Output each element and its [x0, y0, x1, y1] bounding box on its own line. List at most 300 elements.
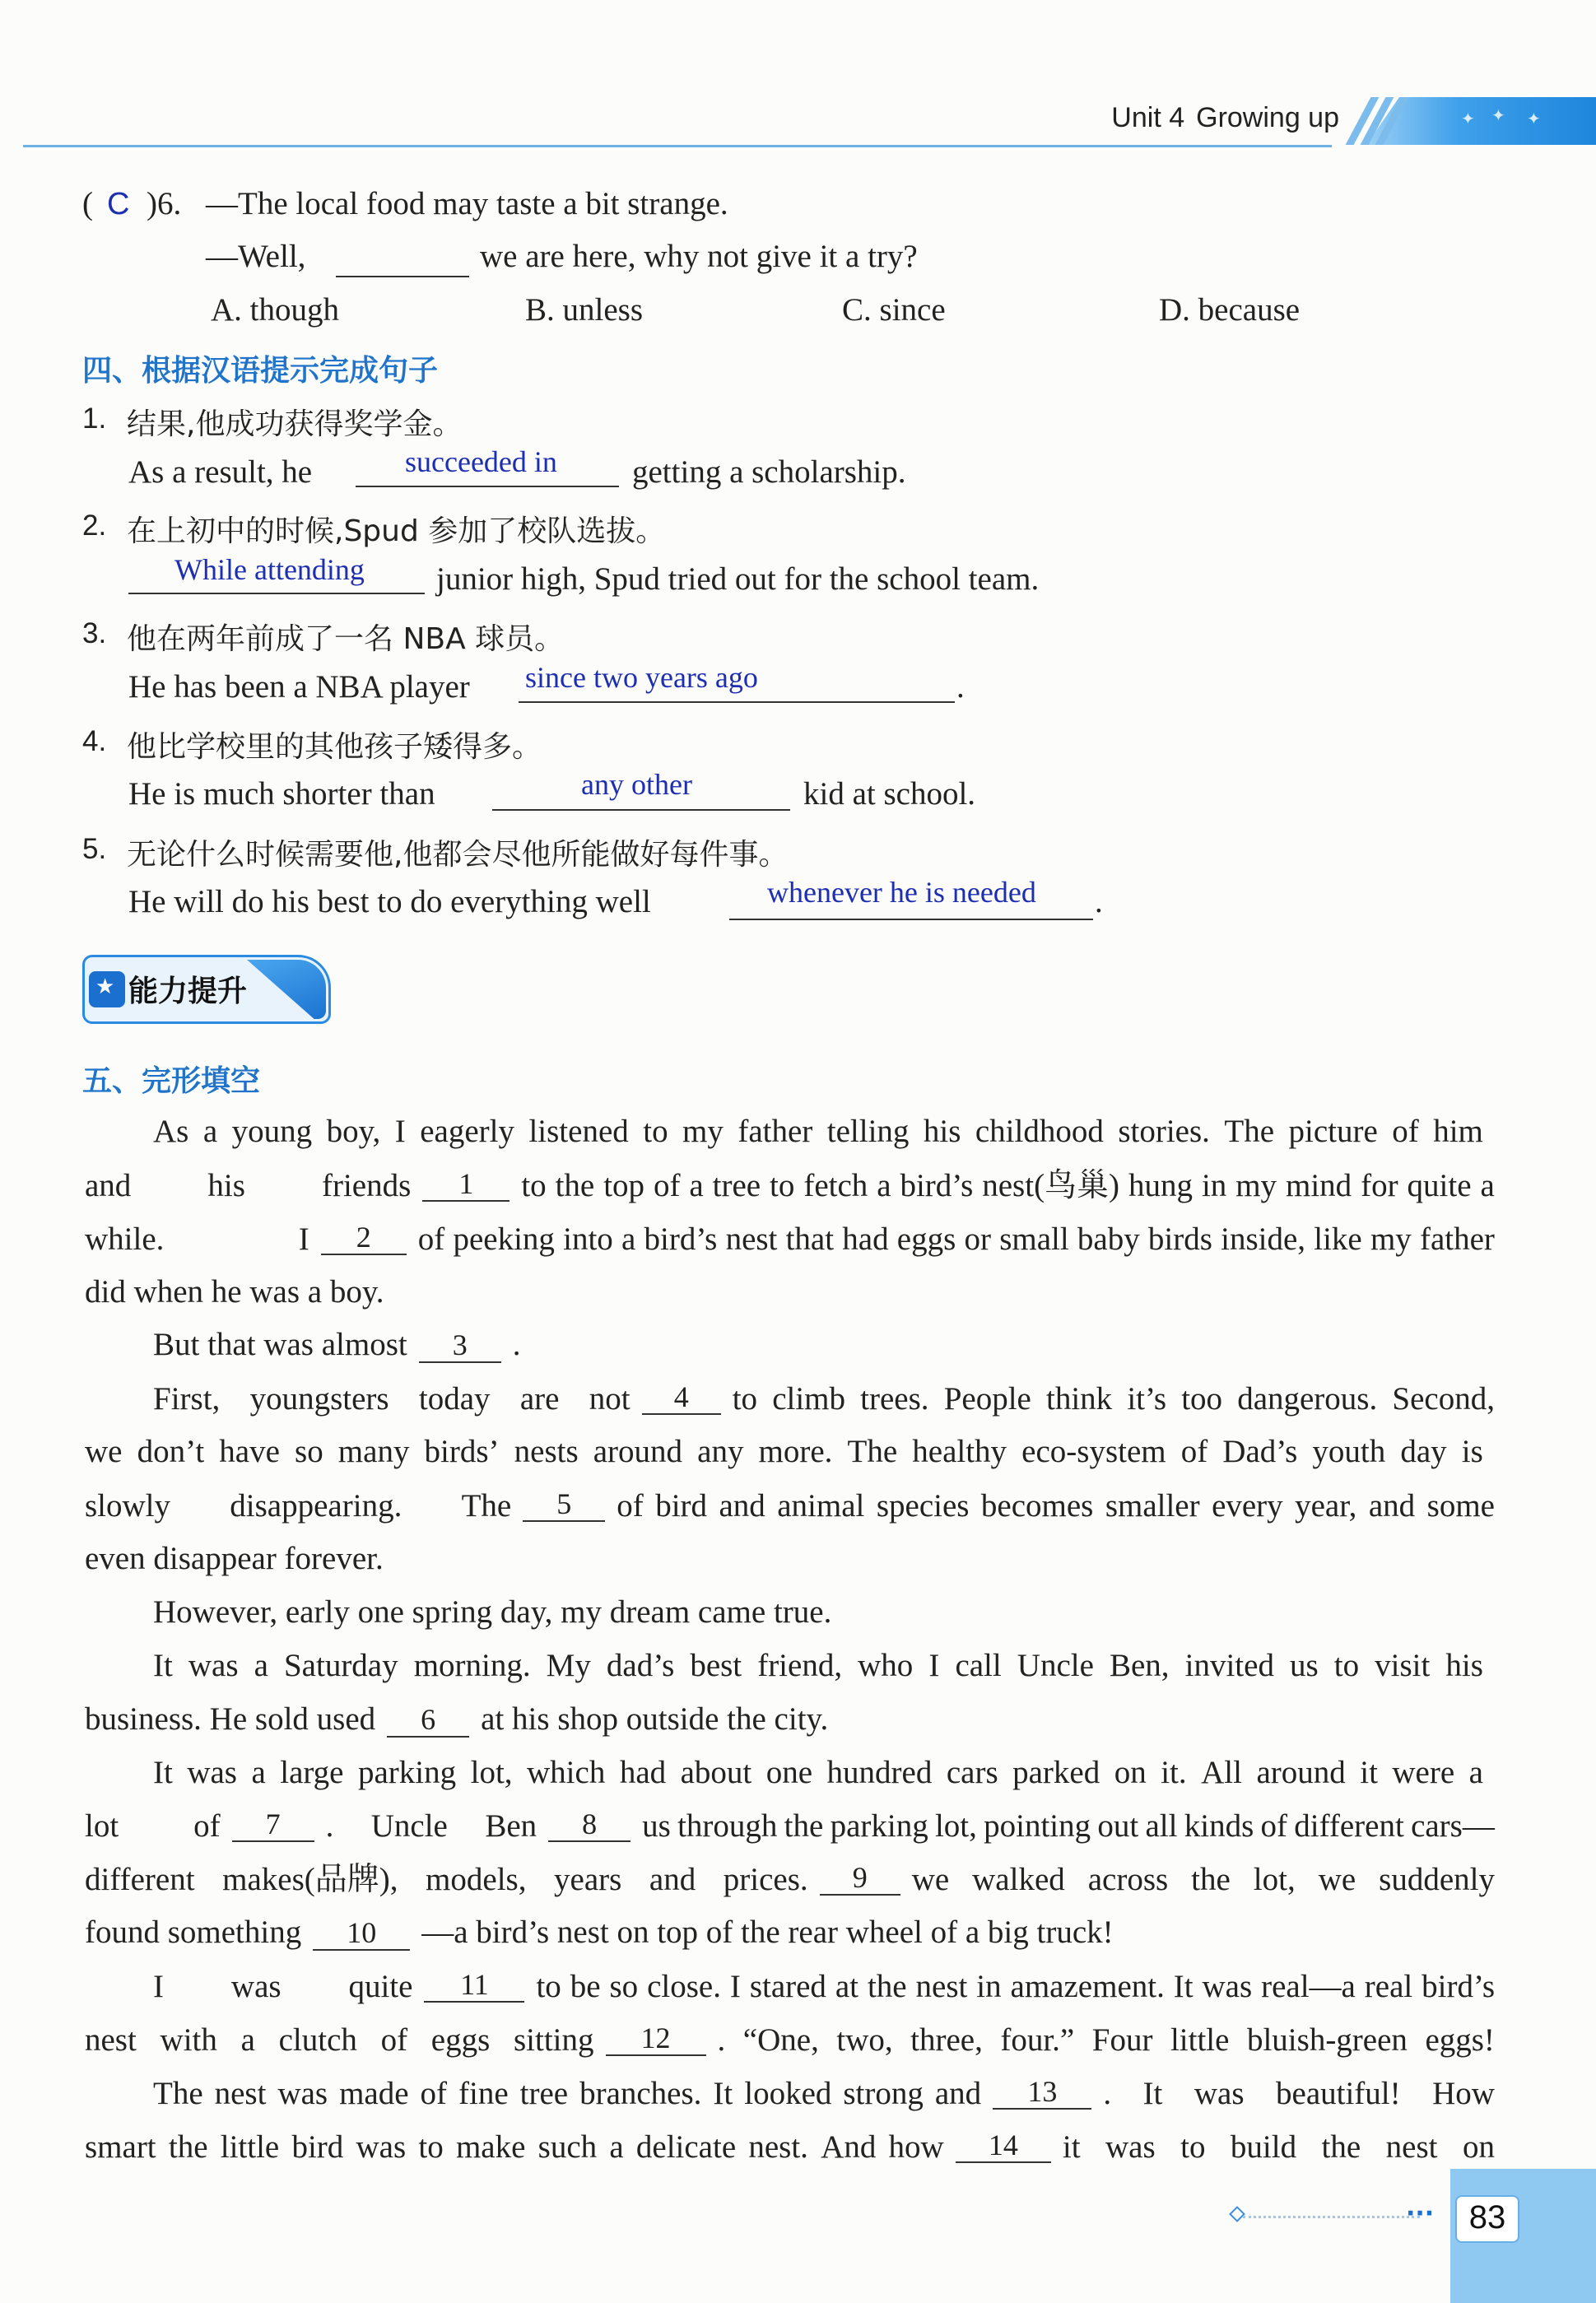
cloze-word: birds: [1147, 1221, 1212, 1257]
cloze-word: him: [1433, 1114, 1483, 1149]
cloze-word: which: [527, 1755, 606, 1790]
ability-banner: [82, 955, 331, 1024]
cloze-word: baby: [1077, 1221, 1140, 1257]
cloze-word: childhood: [975, 1114, 1104, 1149]
cloze-word: a: [240, 2022, 255, 2058]
cloze-line: [153, 1649, 1495, 1682]
cloze-word: us: [642, 1808, 671, 1844]
cloze-text: business. He sold used: [85, 1701, 376, 1737]
cloze-word: looked: [744, 2075, 832, 2111]
cloze-word: the: [784, 1808, 824, 1844]
cloze-word: beautiful!: [1276, 2075, 1401, 2111]
item-prefix: As a result, he: [128, 454, 313, 490]
cloze-text: found something: [85, 1915, 302, 1950]
cloze-word: sitting: [514, 2022, 594, 2058]
item-suffix: kid at school.: [803, 776, 976, 812]
cloze-word: while.: [85, 1221, 165, 1257]
cloze-word: nest(鸟巢): [982, 1167, 1120, 1203]
cloze-word: his: [207, 1167, 245, 1203]
cloze-word: kinds: [1184, 1808, 1254, 1844]
cloze-word: more.: [758, 1434, 833, 1469]
cloze-word: it: [1062, 2129, 1081, 2165]
cloze-text: [732, 1380, 1495, 1417]
cloze-word: to: [1180, 2129, 1206, 2165]
cloze-word: to: [1333, 1648, 1360, 1683]
cloze-word: I: [153, 1968, 164, 2004]
cloze-word: my: [682, 1114, 724, 1149]
cloze-word: quite: [1407, 1167, 1472, 1203]
cloze-word: The: [1224, 1114, 1275, 1149]
cloze-text: [418, 1223, 1495, 1255]
cloze-word: Uncle: [1017, 1648, 1094, 1683]
cloze-word: it’s: [1127, 1380, 1167, 1417]
cloze-text: [85, 1167, 412, 1203]
cloze-line: [153, 1970, 1495, 2003]
cloze-word: call: [955, 1648, 1002, 1683]
item-chinese: 他在两年前成了一名 NBA 球员。: [127, 622, 565, 656]
cloze-word: People: [943, 1380, 1031, 1417]
cloze-word: prices.: [723, 1861, 808, 1897]
cloze-word: us: [1290, 1648, 1319, 1683]
cloze-blank-number: 9: [820, 1863, 900, 1896]
cloze-line: [85, 1916, 1114, 1951]
cloze-text: [153, 1970, 412, 2003]
cloze-text: [718, 2024, 1495, 2056]
cloze-word: the: [168, 2129, 208, 2165]
cloze-word: eggs: [896, 1221, 956, 1257]
cloze-word: walked: [972, 1861, 1065, 1897]
ellipsis-icon: ···: [1406, 2199, 1435, 2228]
cloze-word: delicate: [635, 2129, 737, 2165]
star-icon: ✦: [1527, 110, 1541, 128]
cloze-blank-number: 2: [321, 1222, 407, 1255]
cloze-word: a: [1468, 1755, 1483, 1790]
cloze-blank-number: 10: [313, 1918, 410, 1951]
cloze-word: peeking: [453, 1221, 555, 1257]
item-suffix: .: [956, 669, 965, 705]
cloze-word: clutch: [278, 2022, 357, 2058]
cloze-word: The: [847, 1434, 898, 1469]
cloze-word: healthy: [912, 1434, 1007, 1469]
item-number: 2.: [82, 509, 107, 542]
cloze-word: different: [85, 1861, 195, 1897]
cloze-text: [536, 1970, 1495, 2003]
cloze-word: youngsters: [249, 1380, 389, 1417]
cloze-word: a: [1480, 1167, 1495, 1203]
cloze-word: and: [719, 1487, 765, 1524]
cloze-text: [326, 1810, 537, 1842]
star-icon: ✦: [1491, 107, 1505, 125]
cloze-line: [153, 1382, 1495, 1415]
cloze-word: and: [1368, 1487, 1416, 1524]
q6-option-c: C. since: [842, 292, 946, 328]
cloze-line: [85, 1542, 384, 1575]
cloze-word: the: [867, 1968, 907, 2004]
cloze-blank-number: 1: [422, 1169, 510, 1202]
cloze-word: any: [697, 1434, 744, 1469]
cloze-word: dad’s: [606, 1648, 675, 1683]
item-suffix: getting a scholarship.: [632, 454, 906, 490]
cloze-word: nest: [725, 1221, 778, 1257]
cloze-word: becomes: [980, 1487, 1094, 1524]
cloze-word: a: [251, 1755, 266, 1790]
cloze-text: [85, 2024, 594, 2056]
cloze-word: around: [593, 1434, 683, 1469]
cloze-word: nest: [85, 2022, 137, 2058]
cloze-blank-number: 12: [606, 2023, 706, 2056]
cloze-word: nest: [1385, 2129, 1438, 2165]
item-blank: [128, 593, 425, 594]
cloze-line: [153, 1756, 1495, 1789]
cloze-blank-number: 14: [956, 2130, 1051, 2163]
q6-option-a: A. though: [211, 292, 339, 328]
cloze-word: we: [911, 1861, 950, 1897]
cloze-word: makes(品牌),: [222, 1861, 398, 1897]
cloze-word: had: [842, 1221, 889, 1257]
cloze-word: It: [713, 2075, 733, 2111]
cloze-word: was: [1194, 2075, 1245, 2111]
item-chinese: 无论什么时候需要他,他都会尽他所能做好每件事。: [127, 838, 789, 872]
cloze-word: inside,: [1221, 1221, 1306, 1257]
cloze-word: make: [455, 2129, 526, 2165]
cloze-word: bird: [655, 1487, 708, 1524]
cloze-word: was: [230, 1968, 282, 2004]
cloze-word: to: [418, 2129, 444, 2165]
cloze-text: [85, 1863, 808, 1896]
cloze-word: father: [738, 1114, 813, 1149]
cloze-word: of: [653, 1167, 681, 1203]
page-number: 83: [1468, 2199, 1506, 2236]
cloze-word: of: [193, 1808, 221, 1844]
cloze-word: smart: [85, 2129, 156, 2165]
cloze-word: my: [1235, 1167, 1277, 1203]
cloze-word: stories.: [1118, 1114, 1210, 1149]
cloze-word: trees.: [860, 1380, 929, 1417]
q6-line2-prefix: —Well,: [206, 239, 306, 274]
cloze-word: real—a: [1261, 1968, 1356, 2004]
q6-answer: C: [107, 187, 130, 221]
cloze-word: all: [1145, 1808, 1178, 1844]
cloze-word: pointing: [984, 1808, 1091, 1844]
cloze-word: climb: [772, 1380, 846, 1417]
cloze-word: Uncle: [370, 1808, 448, 1844]
cloze-word: stared: [749, 1968, 826, 2004]
cloze-word: we: [1318, 1861, 1356, 1897]
cloze-word: was: [356, 2129, 407, 2165]
header-rule: [23, 145, 1332, 147]
cloze-word: was: [1105, 2129, 1156, 2165]
cloze-word: bird’s: [1422, 1968, 1495, 2004]
cloze-word: nest: [214, 2075, 267, 2111]
cloze-word: was: [277, 2075, 328, 2111]
cloze-word: many: [337, 1434, 410, 1469]
cloze-word: parked: [1012, 1755, 1100, 1790]
cloze-word: so: [295, 1434, 323, 1469]
cloze-text: —a bird’s nest on top of the rear wheel of a big truck!: [421, 1915, 1114, 1950]
cloze-word: the: [1191, 1861, 1231, 1897]
cloze-text: [912, 1863, 1495, 1896]
cloze-word: every: [1212, 1487, 1283, 1524]
cloze-word: who: [858, 1648, 914, 1683]
cloze-word: the: [555, 1167, 595, 1203]
cloze-text: [521, 1167, 1495, 1203]
cloze-word: birds’: [424, 1434, 500, 1469]
cloze-word: .: [1103, 2075, 1112, 2111]
cloze-word: friends: [321, 1167, 412, 1203]
cloze-text: [153, 1649, 1483, 1682]
section4-heading: 四、根据汉语提示完成句子: [82, 354, 439, 388]
cloze-text: .: [512, 1327, 521, 1362]
cloze-word: had: [619, 1755, 667, 1790]
item-prefix: He is much shorter than: [128, 776, 435, 812]
cloze-word: tree: [712, 1167, 761, 1203]
cloze-word: “One,: [742, 2022, 819, 2058]
cloze-word: of: [417, 1221, 445, 1257]
cloze-word: .: [717, 2022, 726, 2058]
cloze-word: that: [785, 1221, 835, 1257]
cloze-word: build: [1230, 2129, 1297, 2165]
cloze-word: was: [188, 1648, 239, 1683]
cloze-text: [153, 2077, 981, 2110]
cloze-blank-number: 13: [993, 2077, 1091, 2110]
item-suffix: .: [1095, 884, 1103, 919]
cloze-word: of: [420, 2075, 448, 2111]
item-answer: since two years ago: [525, 661, 758, 694]
cloze-word: of: [617, 1487, 644, 1524]
cloze-word: a: [254, 1648, 268, 1683]
header-title: [1111, 102, 1339, 134]
cloze-word: .: [325, 1808, 334, 1844]
cloze-word: of: [1392, 1114, 1419, 1149]
cloze-text: [85, 1223, 309, 1255]
cloze-word: are: [519, 1380, 560, 1417]
cloze-word: at: [835, 1968, 859, 2004]
item-prefix: He has been a NBA player: [128, 669, 470, 705]
cloze-word: Dad’s: [1222, 1434, 1298, 1469]
diamond-icon: [1229, 2206, 1245, 2222]
cloze-word: parking: [830, 1808, 928, 1844]
q6-line1: —The local food may taste a bit strange.: [206, 186, 728, 221]
cloze-word: how: [888, 2129, 944, 2165]
cloze-word: It: [1142, 2075, 1163, 2111]
section5-heading: 五、完形填空: [82, 1064, 261, 1098]
cloze-word: on: [1114, 1755, 1147, 1790]
cloze-word: one: [765, 1755, 813, 1790]
cloze-word: suddenly: [1379, 1861, 1495, 1897]
q6-blank: [336, 276, 469, 277]
cloze-text: [153, 1380, 630, 1417]
dotted-rule: [1243, 2216, 1420, 2218]
q6-line2-suffix: we are here, why not give it a try?: [480, 239, 918, 274]
cloze-word: quite: [348, 1968, 413, 2004]
cloze-word: All: [1201, 1755, 1242, 1790]
cloze-word: is: [1461, 1434, 1483, 1469]
cloze-word: be: [570, 1968, 601, 2004]
cloze-word: his: [923, 1114, 961, 1149]
cloze-text: [642, 1810, 1495, 1842]
cloze-word: large: [280, 1755, 344, 1790]
cloze-word: today: [418, 1380, 491, 1417]
cloze-line: [85, 1703, 828, 1738]
cloze-word: Second,: [1392, 1380, 1495, 1417]
cloze-text: [85, 1435, 1483, 1468]
cloze-word: the: [1321, 2129, 1361, 2165]
star-icon: ✦: [1461, 110, 1475, 128]
cloze-word: lot: [85, 1808, 119, 1844]
cloze-word: four.”: [1000, 2022, 1075, 2058]
cloze-word: was: [1202, 1968, 1253, 2004]
item-answer: any other: [581, 768, 692, 801]
cloze-word: telling: [826, 1114, 910, 1149]
cloze-word: Saturday: [283, 1648, 398, 1683]
cloze-word: And: [821, 2129, 877, 2165]
cloze-word: year,: [1295, 1487, 1357, 1524]
cloze-word: to: [643, 1114, 668, 1149]
cloze-word: in: [1201, 1167, 1227, 1203]
cloze-word: and: [934, 2075, 982, 2111]
cloze-line: [85, 2130, 1495, 2163]
cloze-line: [153, 2077, 1495, 2110]
cloze-word: were: [1392, 1755, 1455, 1790]
cloze-word: like: [1314, 1221, 1362, 1257]
cloze-blank-number: 6: [387, 1705, 469, 1738]
cloze-word: through: [677, 1808, 778, 1844]
cloze-word: and: [85, 1167, 132, 1203]
cloze-word: eggs!: [1425, 2022, 1495, 2058]
cloze-word: three,: [910, 2022, 983, 2058]
item-number: 4.: [82, 725, 107, 757]
cloze-word: bluish-green: [1246, 2022, 1408, 2058]
cloze-word: I: [298, 1221, 309, 1257]
cloze-word: not: [589, 1380, 630, 1417]
cloze-line: [153, 1596, 831, 1628]
cloze-word: smaller: [1105, 1487, 1200, 1524]
cloze-line: [85, 1222, 1495, 1255]
cloze-text: did when he was a boy.: [85, 1274, 384, 1310]
cloze-text: However, early one spring day, my dream came true.: [153, 1594, 832, 1630]
cloze-line: [85, 1276, 384, 1308]
q6-option-b: B. unless: [525, 292, 644, 328]
item-blank: [356, 486, 619, 487]
cloze-word: The: [153, 2075, 203, 2111]
cloze-word: It: [1173, 1968, 1194, 2004]
cloze-word: fetch: [803, 1167, 868, 1203]
banner-title: 能力提升: [128, 975, 248, 1008]
cloze-word: a: [202, 1114, 218, 1149]
cloze-text: [1103, 2077, 1495, 2110]
cloze-text: even disappear forever.: [85, 1541, 384, 1576]
cloze-word: parking: [357, 1755, 457, 1790]
cloze-word: visit: [1375, 1648, 1431, 1683]
cloze-blank-number: 8: [548, 1809, 630, 1842]
cloze-word: slowly: [85, 1487, 171, 1524]
cloze-word: across: [1087, 1861, 1169, 1897]
cloze-word: about: [680, 1755, 752, 1790]
cloze-line: [85, 1489, 1495, 1522]
cloze-word: small: [999, 1221, 1069, 1257]
cloze-word: How: [1432, 2075, 1495, 2111]
cloze-word: to: [521, 1167, 547, 1203]
cloze-word: Ben,: [1109, 1648, 1170, 1683]
cloze-word: around: [1256, 1755, 1346, 1790]
cloze-word: species: [876, 1487, 970, 1524]
cloze-blank-number: 7: [232, 1809, 314, 1842]
cloze-word: of: [380, 2022, 408, 2058]
cloze-word: Ben: [485, 1808, 537, 1844]
star-badge-icon: ★: [89, 971, 125, 1007]
cloze-word: It: [153, 1648, 173, 1683]
cloze-word: lot,: [934, 1808, 977, 1844]
item-answer: While attending: [174, 553, 365, 586]
cloze-text: [617, 1487, 1495, 1524]
cloze-word: we: [85, 1434, 123, 1469]
cloze-word: of: [1180, 1434, 1208, 1469]
cloze-line: [85, 1809, 1495, 1842]
cloze-text: [85, 1487, 512, 1524]
cloze-word: to: [770, 1167, 795, 1203]
cloze-word: and: [649, 1861, 696, 1897]
cloze-word: made: [339, 2075, 409, 2111]
cloze-word: My: [546, 1648, 591, 1683]
cloze-word: lot,: [1253, 1861, 1296, 1897]
cloze-word: young: [231, 1114, 313, 1149]
cloze-word: lot,: [470, 1755, 513, 1790]
cloze-word: years: [554, 1861, 622, 1897]
cloze-word: listened: [528, 1114, 629, 1149]
item-answer: whenever he is needed: [767, 876, 1036, 909]
item-blank: [492, 809, 790, 811]
cloze-word: into: [563, 1221, 613, 1257]
cloze-word: my: [1370, 1221, 1412, 1257]
cloze-word: friend,: [757, 1648, 843, 1683]
item-prefix: He will do his best to do everything well: [128, 884, 651, 919]
item-chinese: 在上初中的时候,Spud 参加了校队选拔。: [127, 514, 666, 548]
cloze-word: The: [461, 1487, 512, 1524]
cloze-word: strong: [843, 2075, 924, 2111]
cloze-word: too: [1181, 1380, 1223, 1417]
cloze-word: First,: [153, 1380, 221, 1417]
cloze-word: little: [220, 2129, 280, 2165]
cloze-word: hundred: [826, 1755, 933, 1790]
cloze-word: cars: [946, 1755, 998, 1790]
cloze-word: in: [976, 1968, 1002, 2004]
cloze-word: fine: [458, 2075, 509, 2111]
cloze-word: his: [1445, 1648, 1483, 1683]
cloze-word: with: [160, 2022, 217, 2058]
cloze-blank-number: 4: [642, 1382, 721, 1415]
cloze-word: boy,: [326, 1114, 381, 1149]
cloze-word: top: [603, 1167, 645, 1203]
cloze-word: it.: [1161, 1755, 1187, 1790]
cloze-word: nests: [514, 1434, 579, 1469]
cloze-word: out: [1097, 1808, 1139, 1844]
cloze-word: have: [219, 1434, 280, 1469]
cloze-word: day: [1400, 1434, 1447, 1469]
cloze-word: little: [1170, 2022, 1230, 2058]
cloze-word: so: [609, 1968, 639, 2004]
cloze-word: different: [1294, 1808, 1404, 1844]
cloze-word: it: [1360, 1755, 1378, 1790]
cloze-line: [153, 1115, 1495, 1147]
cloze-word: bird: [291, 2129, 344, 2165]
item-number: 3.: [82, 617, 107, 649]
cloze-text: [85, 2131, 944, 2163]
cloze-word: two,: [836, 2022, 893, 2058]
cloze-text: [85, 1810, 221, 1842]
cloze-word: real: [1364, 1968, 1413, 2004]
unit-label: Unit 4: [1111, 102, 1185, 133]
cloze-word: branches.: [579, 2075, 702, 2111]
